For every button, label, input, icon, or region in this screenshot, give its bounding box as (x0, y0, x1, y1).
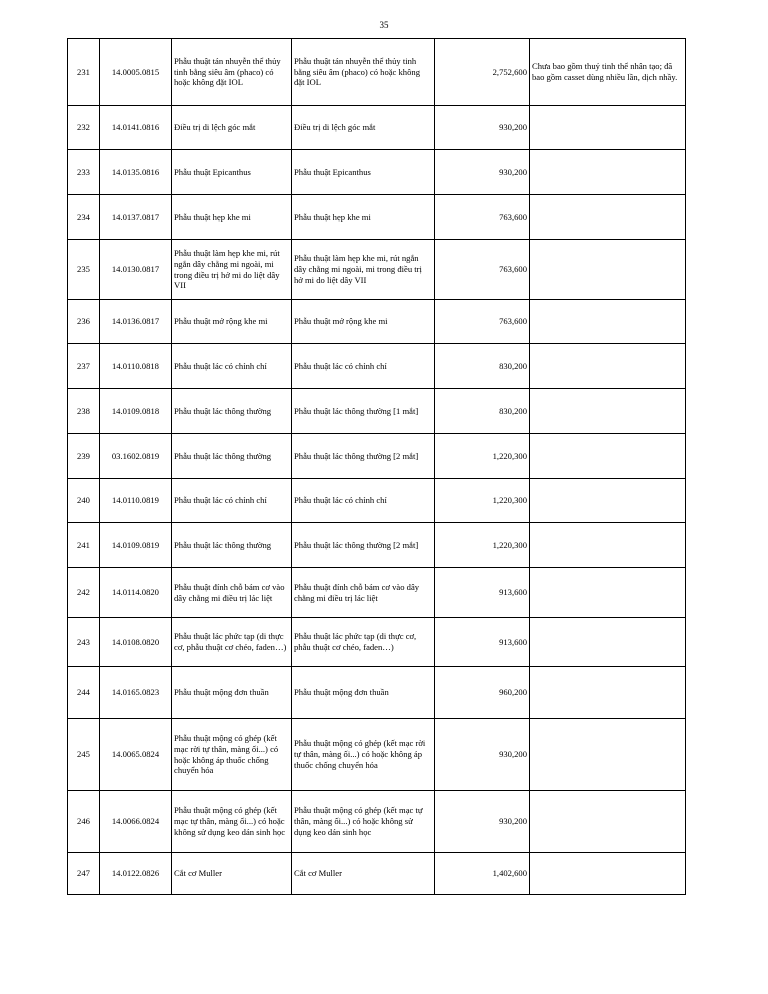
price: 930,200 (435, 106, 530, 150)
table-row (68, 791, 686, 853)
service-code: 03.1602.0819 (100, 434, 172, 479)
service-code: 14.0065.0824 (100, 719, 172, 791)
row-number: 247 (68, 853, 100, 895)
service-code: 14.0130.0817 (100, 240, 172, 300)
service-name: Phẫu thuật hẹp khe mi (172, 195, 292, 240)
row-number: 242 (68, 568, 100, 618)
service-code: 14.0066.0824 (100, 791, 172, 853)
price: 2,752,600 (435, 39, 530, 106)
service-code: 14.0122.0826 (100, 853, 172, 895)
service-code: 14.0005.0815 (100, 39, 172, 106)
note (530, 106, 686, 150)
row-number: 237 (68, 344, 100, 389)
service-name: Phẫu thuật lác thông thường (172, 434, 292, 479)
service-code: 14.0110.0818 (100, 344, 172, 389)
service-name: Phẫu thuật mộng có ghép (kết mạc rời tự thân, màng ối...) có hoặc không áp thuốc chống chuyển hóa (172, 719, 292, 791)
service-name-detail: Phẫu thuật lác thông thường [1 mắt] (292, 389, 435, 434)
table-row (68, 618, 686, 667)
note (530, 479, 686, 523)
row-number: 233 (68, 150, 100, 195)
price: 913,600 (435, 618, 530, 667)
table-row (68, 667, 686, 719)
service-name-detail: Phẫu thuật mộng đơn thuần (292, 667, 435, 719)
service-code: 14.0165.0823 (100, 667, 172, 719)
note (530, 389, 686, 434)
service-name: Phẫu thuật lác có chỉnh chỉ (172, 479, 292, 523)
service-name-detail: Phẫu thuật hẹp khe mi (292, 195, 435, 240)
service-name: Phẫu thuật lác có chỉnh chỉ (172, 344, 292, 389)
service-name-detail: Điều trị di lệch góc mắt (292, 106, 435, 150)
service-name-detail: Phẫu thuật đính chỗ bám cơ vào dây chằng mi điều trị lác liệt (292, 568, 435, 618)
table-row (68, 434, 686, 479)
table-row (68, 300, 686, 344)
price: 930,200 (435, 150, 530, 195)
service-code: 14.0141.0816 (100, 106, 172, 150)
row-number: 241 (68, 523, 100, 568)
note: Chưa bao gồm thuỷ tinh thể nhân tạo; đã bao gồm casset dùng nhiều lần, dịch nhầy. (530, 39, 686, 106)
table-row (68, 479, 686, 523)
page-number: 35 (379, 20, 389, 30)
note (530, 195, 686, 240)
service-name-detail: Phẫu thuật lác thông thường [2 mắt] (292, 523, 435, 568)
service-code: 14.0109.0818 (100, 389, 172, 434)
note (530, 719, 686, 791)
row-number: 246 (68, 791, 100, 853)
price: 1,220,300 (435, 523, 530, 568)
table-row (68, 568, 686, 618)
service-name-detail: Phẫu thuật mộng có ghép (kết mạc tự thân, màng ối...) có hoặc không sử dụng keo dán sinh học (292, 791, 435, 853)
service-name-detail: Phẫu thuật lác có chỉnh chỉ (292, 479, 435, 523)
price: 960,200 (435, 667, 530, 719)
note (530, 344, 686, 389)
row-number: 232 (68, 106, 100, 150)
price: 1,220,300 (435, 434, 530, 479)
service-name: Phẫu thuật lác thông thường (172, 389, 292, 434)
note (530, 150, 686, 195)
price: 763,600 (435, 300, 530, 344)
service-name: Phẫu thuật lác phức tạp (di thực cơ, phẫu thuật cơ chéo, faden…) (172, 618, 292, 667)
service-name-detail: Phẫu thuật Epicanthus (292, 150, 435, 195)
service-name-detail: Phẫu thuật làm hẹp khe mi, rút ngắn dây chằng mi ngoài, mi trong điều trị hở mi do liệt dây VII (292, 240, 435, 300)
table-row (68, 106, 686, 150)
note (530, 434, 686, 479)
service-code: 14.0110.0819 (100, 479, 172, 523)
service-name: Phẫu thuật đính chỗ bám cơ vào dây chằng mi điều trị lác liệt (172, 568, 292, 618)
note (530, 853, 686, 895)
table-row (68, 344, 686, 389)
service-name: Phẫu thuật mở rộng khe mi (172, 300, 292, 344)
service-name-detail: Phẫu thuật lác thông thường [2 mắt] (292, 434, 435, 479)
service-name: Điều trị di lệch góc mắt (172, 106, 292, 150)
service-name: Phẫu thuật mộng đơn thuần (172, 667, 292, 719)
service-code: 14.0114.0820 (100, 568, 172, 618)
row-number: 238 (68, 389, 100, 434)
row-number: 236 (68, 300, 100, 344)
table-row (68, 240, 686, 300)
service-code: 14.0137.0817 (100, 195, 172, 240)
service-name-detail: Phẫu thuật mộng có ghép (kết mạc rời tự thân, màng ối...) có hoặc không áp thuốc chống chuyển hóa (292, 719, 435, 791)
note (530, 568, 686, 618)
row-number: 243 (68, 618, 100, 667)
price: 830,200 (435, 389, 530, 434)
price: 1,220,300 (435, 479, 530, 523)
price: 1,402,600 (435, 853, 530, 895)
row-number: 244 (68, 667, 100, 719)
row-number: 245 (68, 719, 100, 791)
service-name-detail: Phẫu thuật tán nhuyễn thể thủy tinh bằng siêu âm (phaco) có hoặc không đặt IOL (292, 39, 435, 106)
table-row (68, 719, 686, 791)
price: 930,200 (435, 719, 530, 791)
table-body (68, 39, 686, 895)
service-code: 14.0108.0820 (100, 618, 172, 667)
service-name-detail: Cắt cơ Muller (292, 853, 435, 895)
service-name: Phẫu thuật lác thông thường (172, 523, 292, 568)
note (530, 791, 686, 853)
row-number: 231 (68, 39, 100, 106)
price-table (67, 38, 686, 895)
service-name: Phẫu thuật mộng có ghép (kết mạc tự thân, màng ối...) có hoặc không sử dụng keo dán sinh học (172, 791, 292, 853)
service-name: Phẫu thuật Epicanthus (172, 150, 292, 195)
service-name-detail: Phẫu thuật lác có chỉnh chỉ (292, 344, 435, 389)
service-code: 14.0136.0817 (100, 300, 172, 344)
service-name: Phẫu thuật làm hẹp khe mi, rút ngắn dây chằng mi ngoài, mi trong điều trị hở mi do liệt dây VII (172, 240, 292, 300)
row-number: 239 (68, 434, 100, 479)
note (530, 300, 686, 344)
table-row (68, 523, 686, 568)
price: 763,600 (435, 195, 530, 240)
table-row (68, 853, 686, 895)
note (530, 523, 686, 568)
note (530, 618, 686, 667)
service-code: 14.0109.0819 (100, 523, 172, 568)
table-row (68, 39, 686, 106)
table-row (68, 389, 686, 434)
note (530, 667, 686, 719)
price: 830,200 (435, 344, 530, 389)
row-number: 235 (68, 240, 100, 300)
service-name: Phẫu thuật tán nhuyễn thể thủy tinh bằng siêu âm (phaco) có hoặc không đặt IOL (172, 39, 292, 106)
service-name-detail: Phẫu thuật lác phức tạp (di thực cơ, phẫu thuật cơ chéo, faden…) (292, 618, 435, 667)
service-code: 14.0135.0816 (100, 150, 172, 195)
price: 930,200 (435, 791, 530, 853)
row-number: 234 (68, 195, 100, 240)
table-row (68, 150, 686, 195)
price: 763,600 (435, 240, 530, 300)
row-number: 240 (68, 479, 100, 523)
table-row (68, 195, 686, 240)
price: 913,600 (435, 568, 530, 618)
service-name: Cắt cơ Muller (172, 853, 292, 895)
note (530, 240, 686, 300)
service-name-detail: Phẫu thuật mở rộng khe mi (292, 300, 435, 344)
